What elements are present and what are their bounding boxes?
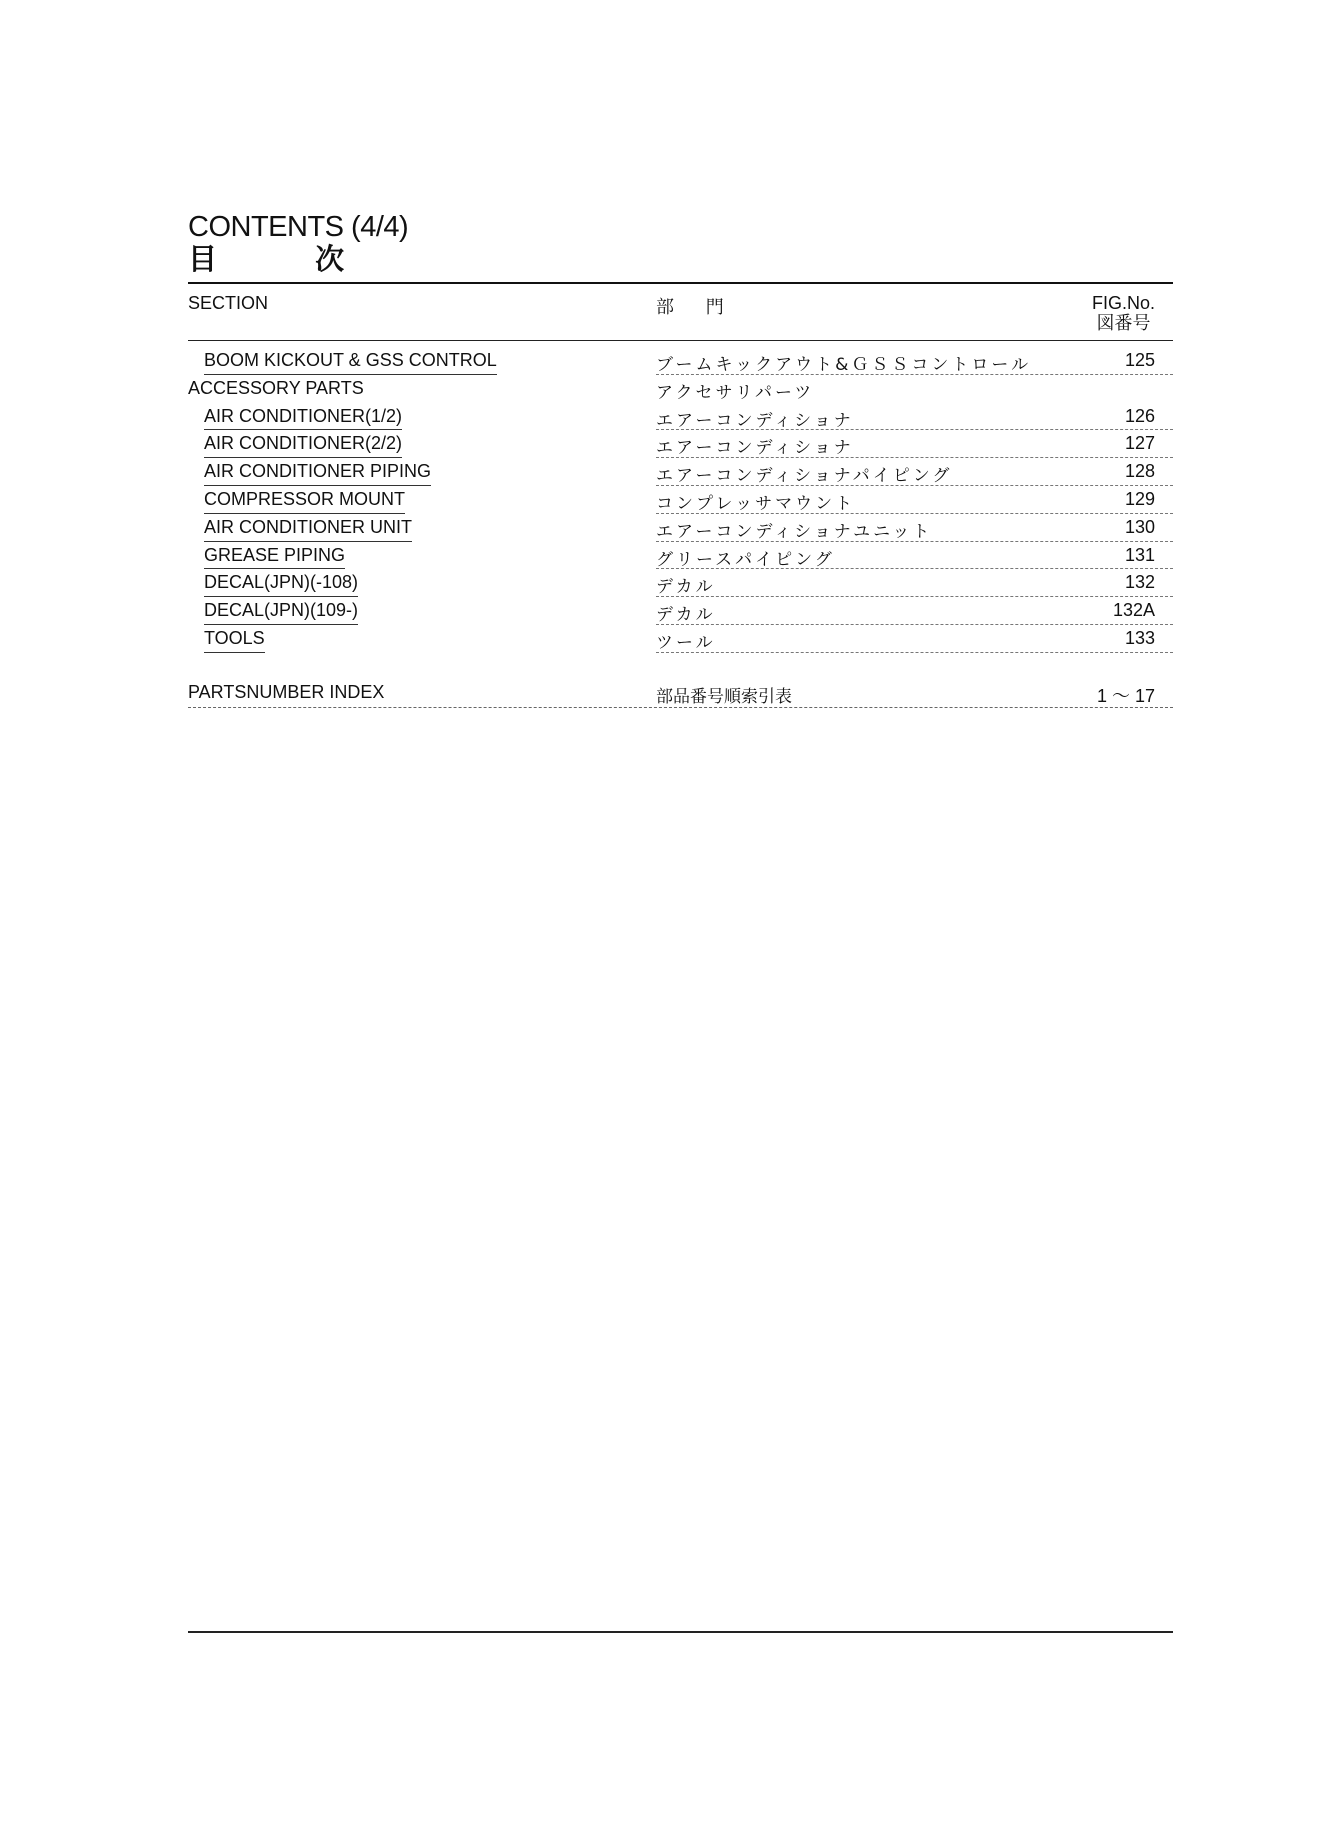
toc-row-section: ACCESSORY PARTS [188, 377, 364, 398]
column-rule [188, 340, 1173, 341]
toc-row-underline [204, 596, 358, 597]
toc-row[interactable] [188, 487, 1173, 515]
toc-row-leader [656, 457, 1173, 458]
toc-row-section-jp: コンプレッサマウント [656, 493, 856, 514]
toc-row-section: AIR CONDITIONER PIPING [204, 461, 432, 482]
toc-row-underline [204, 429, 402, 430]
column-headers [188, 293, 1173, 335]
page-title: CONTENTS (4/4) [188, 211, 409, 243]
toc-row-fig: 129 [1124, 488, 1155, 509]
toc-row-underline [204, 374, 497, 375]
toc-row-section-jp: エアーコンディショナ [656, 410, 854, 431]
toc-row[interactable] [188, 459, 1173, 487]
toc-row-section: AIR CONDITIONER(2/2) [204, 433, 403, 454]
toc-row-fig: 132 [1124, 572, 1155, 593]
toc-row[interactable] [188, 404, 1173, 432]
page-header [188, 210, 1173, 276]
toc-row-section-jp: エアーコンディショナ [656, 438, 854, 459]
toc-row-underline [204, 652, 265, 653]
toc-row-leader [656, 485, 1173, 486]
toc-row-section: DECAL(JPN)(-108) [204, 572, 359, 593]
column-header-fig-no: FIG.No. [1091, 293, 1155, 313]
toc-row-fig: 130 [1124, 516, 1155, 537]
toc-row-section-jp: ツール [656, 632, 716, 653]
column-header-fig [1092, 293, 1155, 333]
toc-list [188, 348, 1173, 654]
toc-row-fig: 127 [1124, 433, 1155, 454]
toc-group-heading [188, 376, 1173, 404]
toc-row-leader [656, 652, 1173, 653]
toc-index-row[interactable] [188, 680, 1173, 708]
toc-row-leader [656, 513, 1173, 514]
toc-row-section-jp: エアーコンディショナユニット [656, 521, 933, 542]
toc-row[interactable] [188, 626, 1173, 654]
toc-row-fig: 128 [1124, 461, 1155, 482]
toc-row[interactable] [188, 348, 1173, 376]
toc-row-leader [656, 541, 1173, 542]
toc-row-fig: 126 [1124, 405, 1155, 426]
toc-row-leader [656, 374, 1173, 375]
toc-row-section-jp: アクセサリパーツ [656, 382, 815, 403]
toc-index-underline [188, 707, 1173, 708]
toc-row-section-jp: エアーコンディショナパイピング [656, 466, 953, 487]
toc-index-fig: 1 ～ 17 [1096, 686, 1155, 706]
column-header-section-jp: 部 門 [656, 297, 724, 318]
toc-row-section-jp: デカル [656, 577, 716, 598]
page-title-jp: 目 次 [188, 242, 345, 276]
toc-row-section: BOOM KICKOUT & GSS CONTROL [204, 350, 497, 370]
toc-index-section: PARTSNUMBER INDEX [188, 682, 385, 702]
toc-row-section-jp: グリースパイピング [656, 549, 835, 570]
toc-row-section: AIR CONDITIONER UNIT [204, 516, 413, 537]
toc-row[interactable] [188, 543, 1173, 571]
toc-row-leader [656, 568, 1173, 569]
toc-row-leader [656, 624, 1173, 625]
toc-row-leader [656, 429, 1173, 430]
toc-row-underline [204, 541, 412, 542]
toc-row-fig: 132A [1112, 600, 1155, 621]
toc-row-section: AIR CONDITIONER(1/2) [204, 405, 403, 426]
toc-row[interactable] [188, 598, 1173, 626]
toc-row-fig: 125 [1124, 350, 1155, 370]
toc-row-section: COMPRESSOR MOUNT [204, 488, 406, 509]
toc-row-underline [204, 457, 402, 458]
column-header-section: SECTION [188, 293, 269, 313]
toc-row-fig: 133 [1124, 627, 1155, 648]
header-rule [188, 282, 1173, 284]
toc-row-fig: 131 [1124, 544, 1155, 565]
toc-row-section-jp: デカル [656, 605, 716, 626]
toc-row-underline [204, 568, 345, 569]
footer-rule [188, 1631, 1173, 1633]
column-header-fig-no-jp: 図番号 [1096, 313, 1151, 333]
toc-row-section: TOOLS [204, 627, 265, 648]
toc-row-section-jp: ブームキックアウト&ＧＳＳコントロール [656, 355, 1032, 375]
toc-row-underline [204, 485, 431, 486]
toc-row-underline [204, 513, 405, 514]
toc-row[interactable] [188, 570, 1173, 598]
toc-row[interactable] [188, 515, 1173, 543]
toc-row-underline [204, 624, 358, 625]
toc-row-leader [656, 596, 1173, 597]
toc-index-section-jp: 部品番号順索引表 [656, 687, 792, 707]
toc-row-section: DECAL(JPN)(109-) [204, 600, 359, 621]
toc-row[interactable] [188, 431, 1173, 459]
toc-row-section: GREASE PIPING [204, 544, 346, 565]
